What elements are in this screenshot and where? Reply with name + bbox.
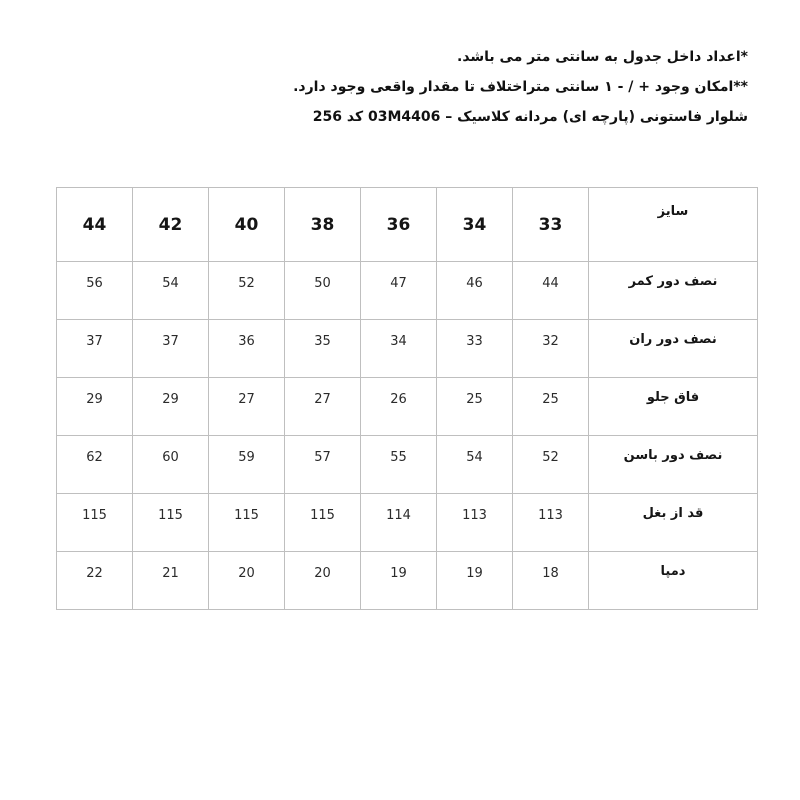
measurement-cell: 55 <box>361 436 437 494</box>
table-row <box>57 378 758 436</box>
column-header-size-42: 42 <box>133 188 209 262</box>
measurement-cell: 115 <box>285 494 361 552</box>
row-label: دمپا <box>589 552 758 610</box>
table-row <box>57 262 758 320</box>
product-title: شلوار فاستونی (پارچه ای) مردانه کلاسیک – 03M4406 کد 256 <box>312 109 748 125</box>
measurement-cell: 52 <box>513 436 589 494</box>
size-chart-table <box>56 187 758 610</box>
measurement-cell: 115 <box>209 494 285 552</box>
column-header-size-40: 40 <box>209 188 285 262</box>
measurement-cell: 29 <box>133 378 209 436</box>
measurement-cell: 21 <box>133 552 209 610</box>
measurement-cell: 47 <box>361 262 437 320</box>
measurement-cell: 46 <box>437 262 513 320</box>
size-table-body <box>57 262 758 610</box>
measurement-cell: 19 <box>437 552 513 610</box>
measurement-cell: 113 <box>437 494 513 552</box>
table-row <box>57 494 758 552</box>
notes-block <box>188 42 748 132</box>
measurement-cell: 56 <box>57 262 133 320</box>
measurement-cell: 26 <box>361 378 437 436</box>
column-header-size-33: 33 <box>513 188 589 262</box>
column-header-size-34: 34 <box>437 188 513 262</box>
row-label: نصف دور باسن <box>589 436 758 494</box>
measurement-cell: 20 <box>209 552 285 610</box>
measurement-cell: 114 <box>361 494 437 552</box>
column-header-size-44: 44 <box>57 188 133 262</box>
measurement-cell: 32 <box>513 320 589 378</box>
measurement-cell: 54 <box>437 436 513 494</box>
measurement-cell: 115 <box>133 494 209 552</box>
measurement-cell: 18 <box>513 552 589 610</box>
column-header-size-36: 36 <box>361 188 437 262</box>
measurement-cell: 59 <box>209 436 285 494</box>
row-label: نصف دور ران <box>589 320 758 378</box>
measurement-cell: 25 <box>513 378 589 436</box>
measurement-cell: 37 <box>133 320 209 378</box>
table-row <box>57 552 758 610</box>
measurement-cell: 25 <box>437 378 513 436</box>
table-row <box>57 436 758 494</box>
measurement-cell: 20 <box>285 552 361 610</box>
row-label: نصف دور کمر <box>589 262 758 320</box>
measurement-cell: 35 <box>285 320 361 378</box>
measurement-cell: 50 <box>285 262 361 320</box>
measurement-cell: 34 <box>361 320 437 378</box>
measurement-cell: 115 <box>57 494 133 552</box>
measurement-cell: 19 <box>361 552 437 610</box>
column-header-size-38: 38 <box>285 188 361 262</box>
measurement-cell: 57 <box>285 436 361 494</box>
measurement-cell: 37 <box>57 320 133 378</box>
row-label: فاق جلو <box>589 378 758 436</box>
table-row <box>57 320 758 378</box>
measurement-cell: 113 <box>513 494 589 552</box>
measurement-cell: 60 <box>133 436 209 494</box>
table-header-row <box>57 188 758 262</box>
note-units: *اعداد داخل جدول به سانتی متر می باشد. <box>457 49 748 65</box>
measurement-cell: 44 <box>513 262 589 320</box>
measurement-cell: 29 <box>57 378 133 436</box>
measurement-cell: 36 <box>209 320 285 378</box>
measurement-cell: 27 <box>209 378 285 436</box>
measurement-cell: 54 <box>133 262 209 320</box>
measurement-cell: 62 <box>57 436 133 494</box>
measurement-cell: 22 <box>57 552 133 610</box>
measurement-cell: 52 <box>209 262 285 320</box>
column-header-size-label: سایز <box>589 188 758 262</box>
measurement-cell: 33 <box>437 320 513 378</box>
measurement-cell: 27 <box>285 378 361 436</box>
row-label: قد از بغل <box>589 494 758 552</box>
note-tolerance: **امکان وجود + / - ۱ سانتی متراختلاف تا مقدار واقعی وجود دارد. <box>293 79 748 95</box>
